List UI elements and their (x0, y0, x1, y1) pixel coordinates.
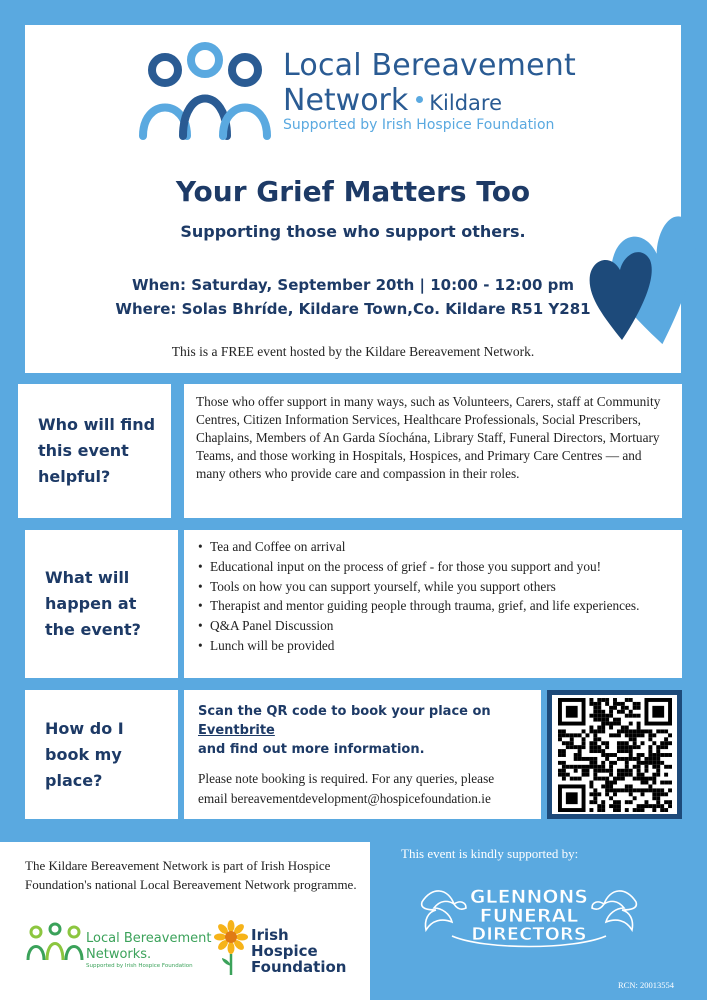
rcn-number: RCN: 20013554 (618, 980, 674, 990)
lbn-logo-icon (26, 922, 84, 964)
list-item: • Q&A Panel Discussion (196, 616, 672, 636)
glennons-funeral-directors-logo (414, 878, 644, 964)
logo-dot (416, 96, 423, 103)
book-label-panel (25, 690, 178, 819)
what-body-panel (184, 530, 682, 678)
footer-left-panel (0, 842, 370, 1000)
event-when: When: Saturday, September 20th | 10:00 - 12:00 pm (131, 276, 575, 294)
footer-description: The Kildare Bereavement Network is part of Irish Hospice Foundation's national Local Bereavement Network programme. (25, 858, 357, 892)
who-label-panel (18, 384, 171, 518)
qr-frame (547, 690, 682, 819)
page-title: Your Grief Matters Too (175, 175, 531, 208)
list-item: • Therapist and mentor guiding people through trauma, grief, and life experiences. (196, 596, 672, 616)
lbn-logo-line1: Local Bereavement (86, 931, 212, 946)
logo-supported-by: Supported by Irish Hospice Foundation (283, 117, 555, 133)
who-heading: Who will find this event helpful? (38, 415, 156, 486)
free-event-note: This is a FREE event hosted by the Kildare Bereavement Network. (171, 344, 535, 359)
what-list (196, 537, 672, 656)
eventbrite-link[interactable]: Eventbrite (198, 723, 275, 738)
what-label-panel (25, 530, 178, 678)
three-people-icon (135, 38, 275, 148)
lbn-logo-line3: Supported by Irish Hospice Foundation (86, 963, 193, 969)
event-where: Where: Solas Bhríde, Kildare Town,Co. Kildare R51 Y281 (115, 300, 591, 318)
list-item: • Tools on how you can support yourself, while you support others (196, 577, 672, 597)
lbn-logo-line2: Networks. (86, 947, 152, 962)
book-heading: How do I book my place? (45, 718, 124, 790)
ihf-logo-line1: Irish (251, 926, 289, 944)
logo-title-line2 (283, 83, 502, 118)
logo-title-line1: Local Bereavement (283, 48, 576, 83)
page-subtitle: Supporting those who support others. (180, 222, 526, 241)
book-body-panel (184, 690, 541, 819)
booking-note: Please note booking is required. For any queries, please email bereavementdevelopment@hospicefoundation.ie (198, 771, 495, 806)
hearts-icon (582, 195, 707, 355)
ihf-logo-line3: Foundation (251, 958, 347, 976)
who-description: Those who offer support in many ways, such as Volunteers, Carers, staff at Community Centres, Citizen Information Services, Healthcare Professionals, Social Prescribers, Chaplains, Members of An Garda Síochána, Library Staff, Funeral Directors, Mortuary Teams, and those working in Hospitals, Hospices, and Primary Care Centres — and many others who provide care and compassion in their roles. (196, 394, 661, 481)
list-item: • Tea and Coffee on arrival (196, 537, 672, 557)
list-item: • Lunch will be provided (196, 636, 672, 656)
who-body-panel (184, 384, 682, 518)
glennons-line1: GLENNONS (469, 886, 589, 908)
sponsor-text: This event is kindly supported by: (401, 846, 579, 861)
ihf-logo-line2: Hospice (251, 942, 318, 960)
what-heading: What will happen at the event? (45, 568, 141, 639)
logo-kildare-text: Kildare (429, 91, 502, 115)
logo-network-text: Network (283, 83, 409, 118)
contact-email: email bereavementdevelopment@hospicefoundation.ie (198, 791, 491, 806)
scan-instruction: Scan the QR code to book your place on Eventbrite and find out more information. (198, 704, 491, 757)
glennons-line3: DIRECTORS (471, 924, 587, 945)
qr-code-icon[interactable] (558, 698, 672, 812)
glennons-line2: FUNERAL (479, 905, 579, 927)
list-item: • Educational input on the process of grief - for those you support and you! (196, 557, 672, 577)
sunflower-icon (214, 920, 248, 976)
